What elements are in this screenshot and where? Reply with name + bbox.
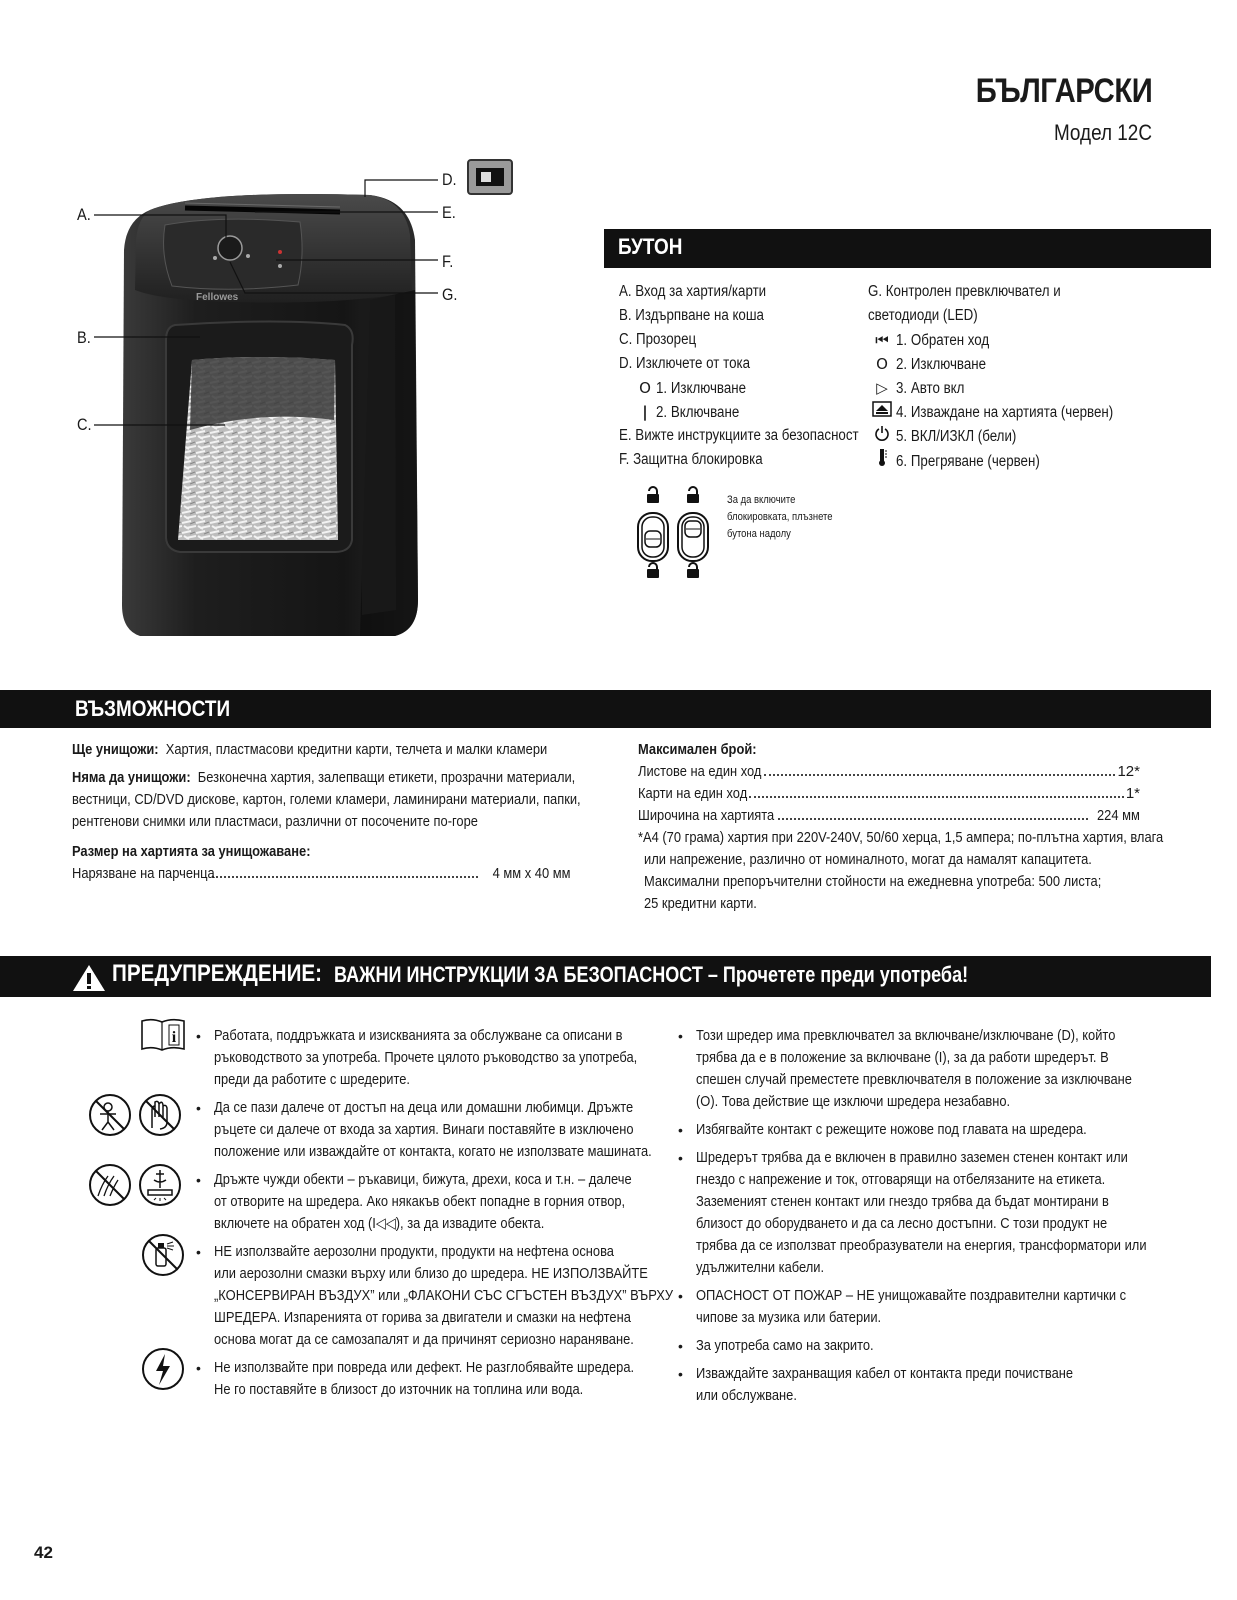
item-c: C. Прозорец [619,331,697,348]
lock-note-line-3: бутона надолу [727,528,791,540]
warning-triangle-icon [72,964,106,992]
safety-item-text: За употреба само на закрито. [696,1337,874,1354]
paper-jam-icon [868,400,896,424]
item-g3: 3. Авто вкл [896,380,965,397]
callout-f: F. [442,252,454,271]
safety-item-text: ръцете си далече от входа за хартия. Винаги поставяйте в изключено [214,1121,634,1138]
lock-note-line-1: За да включите [727,494,796,506]
item-f: F. Защитна блокировка [619,451,763,468]
safety-item-text: Не използвайте при повреда или дефект. Не разглобявайте шредера. [214,1359,635,1376]
no-foreign-objects-icon [88,1162,184,1208]
thermometer-icon [868,448,896,473]
cut-value: 4 мм x 40 мм [492,865,570,882]
safety-item-text: или аерозолни смазки върху или близо до шредера. НЕ ИЗПОЛЗВАЙТЕ [214,1265,648,1282]
note-line-1: *A4 (70 грама) хартия при 220V-240V, 50/60 херца, 1,5 ампера; по-плътна хартия, влага [638,829,1164,846]
safety-item-text: Този шредер има превключвател за включване/изключване (D), който [696,1027,1116,1044]
power-icon [868,424,896,448]
safety-item-text: Заземеният стенен контакт или гнездо трябва да бъдат монтирани в [696,1193,1109,1210]
safety-item-text: удължителни кабели. [696,1259,825,1276]
sheets-label: Листове на един ход [638,763,762,780]
brand-logo: Fellowes [196,292,239,303]
safety-item-text: гнездо с напрежение и ток, отговарящи на отбелязаните на етикета. [696,1171,1106,1188]
safety-item-text: Да се пази далече от достъп на деца или домашни любимци. Дръжте [214,1099,634,1116]
off-circle-icon: O [639,379,651,397]
language-title: БЪЛГАРСКИ [975,72,1152,110]
svg-text:i: i [171,1029,177,1046]
item-e: E. Вижте инструкциите за безопасност [619,427,859,444]
safety-item-text: (O). Това действие ще изключи шредера незабавно. [696,1093,1011,1110]
lock-note-line-2: блокировката, плъзнете [727,511,833,523]
features-header [0,690,1211,728]
page-number: 42 [34,1543,53,1562]
safety-item-text: Работата, поддръжката и изискванията за обслужване са описани в [214,1027,623,1044]
callout-g: G. [442,285,458,304]
safety-item-text: близост до оборудването и да са лесно достъпни. С този продукт не [696,1215,1108,1232]
features-title: ВЪЗМОЖНОСТИ [75,696,231,721]
bullet: • [196,1172,201,1188]
will-shred-label: Ще унищожи: [72,741,159,758]
bullet: • [678,1288,683,1304]
safety-item-text: чипове за музика или батерии. [696,1309,882,1326]
shredder-illustration [0,150,560,650]
bullet: • [678,1150,683,1166]
wont-shred-text-3: рентгенови снимки или пластмаси, различни от посочените по-горе [72,813,478,830]
no-children-no-hands-icon [88,1092,184,1138]
button-list-left [619,280,869,472]
on-bar-icon: | [642,403,648,421]
safety-item-text: НЕ използвайте аерозолни продукти, продукти на нефтена основа [214,1243,614,1260]
auto-icon: ▷ [876,379,888,397]
bullet: • [196,1100,201,1116]
bullet: • [196,1028,201,1044]
cut-label: Нарязване на парченца [72,865,215,882]
features-left [72,739,612,885]
bullet: • [678,1028,683,1044]
cards-label: Карти на един ход [638,785,748,802]
safety-item-text: преди да работите с шредерите. [214,1071,410,1088]
wont-shred-text-2: вестници, CD/DVD дискове, картон, големи кламери, ламинирани материали, папки, [72,791,581,808]
item-g1: 1. Обратен ход [896,332,990,349]
safety-item-text: трябва да е в положение за включване (I), за да работи шредерът. В [696,1049,1109,1066]
note-line-3: Максимални препоръчителни стойности на ежедневна употреба: 500 листа; [644,873,1102,890]
safety-item-text: „КОНСЕРВИРАН ВЪЗДУХ” или „ФЛАКОНИ СЪС СГЪСТЕН ВЪЗДУХ” ВЪРХУ [214,1287,674,1304]
item-g-cont: светодиоди (LED) [868,307,978,324]
safety-right-list [678,1025,1198,1407]
features-right [638,739,1183,915]
safety-item-text: или обслужване. [696,1387,797,1404]
item-g5: 5. ВКЛ/ИЗКЛ (бели) [896,428,1017,445]
item-d1: 1. Изключване [656,380,747,397]
safety-item-text: спешен случай преместете превключвателя в положение за изключване [696,1071,1132,1088]
callout-c: C. [77,415,92,434]
safety-item-text: Шредерът трябва да е включен в правилно заземен стенен контакт или [696,1149,1128,1166]
safety-left-list [196,1025,674,1401]
shredder-drawing [0,150,560,650]
warning-label: ПРЕДУПРЕЖДЕНИЕ: [112,960,323,987]
manual-info-icon [140,1018,186,1052]
safety-item-text: Дръжте чужди обекти – ръкавици, бижута, дрехи, коса и т.н. – далече [214,1171,632,1188]
safety-item-text: Не го поставяйте в близост до източник на топлина или вода. [214,1381,584,1398]
safety-item-text: ръководството за употреба. Прочете цялото ръководство за употреба, [214,1049,638,1066]
safety-item-text: ШРЕДЕРА. Изпаренията от горива за двигатели и смазки на нефтена [214,1309,631,1326]
callout-a: A. [77,205,91,224]
reverse-icon: ⏮ [875,331,889,349]
sheets-value: 12* [1117,763,1140,780]
wont-shred-label: Няма да унищожи: [72,769,191,786]
warning-header [0,956,1211,997]
callout-d: D. [442,170,457,189]
width-value: 224 мм [1097,807,1140,824]
bullet: • [196,1360,201,1376]
item-b: B. Издърпване на коша [619,307,764,324]
item-d: D. Изключете от тока [619,355,751,372]
safety-item-text: основа могат да се самозапалят и да причинят сериозно нараняване. [214,1331,634,1348]
size-label: Размер на хартията за унищожаване: [72,843,311,860]
item-g4: 4. Изваждане на хартията (червен) [896,404,1114,421]
item-a: A. Вход за хартия/карти [619,283,767,300]
safety-item-text: трябва да се използват преобразуватели на енергия, трансформатори или [696,1237,1147,1254]
safety-item-text: положение или изваждайте от контакта, когато не използвате машината. [214,1143,652,1160]
note-line-4: 25 кредитни карти. [644,895,757,912]
safety-item-text: от отворите на шредера. Ако някакъв обект попадне в горния отвор, [214,1193,626,1210]
callout-b: B. [77,328,91,347]
button-list-right [868,280,1208,472]
bullet: • [196,1244,201,1260]
bullet: • [678,1122,683,1138]
max-label: Максимален брой: [638,741,757,758]
callout-e: E. [442,203,456,222]
warning-text: ВАЖНИ ИНСТРУКЦИИ ЗА БЕЗОПАСНОСТ – Прочетете преди употреба! [334,962,969,987]
safety-lock-illustration [632,485,722,585]
safety-item-text: включете на обратен ход (I◁◁), за да извадите обекта. [214,1215,545,1232]
electric-hazard-icon [140,1346,186,1392]
width-label: Широчина на хартията [638,807,775,824]
off-icon: O [876,355,888,373]
note-line-2: или напрежение, различно от номиналното, могат да намалят капацитета. [644,851,1092,868]
safety-item-text: ОПАСНОСТ ОТ ПОЖАР – НЕ унищожавайте поздравителни картички с [696,1287,1127,1304]
safety-item-text: Изваждайте захранващия кабел от контакта преди почистване [696,1365,1074,1382]
no-aerosol-icon [140,1232,186,1278]
safety-item-text: Избягвайте контакт с режещите ножове под главата на шредера. [696,1121,1087,1138]
item-g2: 2. Изключване [896,356,987,373]
will-shred-text: Хартия, пластмасови кредитни карти, телчета и малки кламери [165,741,548,758]
model-name: Модел 12C [1053,120,1152,145]
item-g6: 6. Прегряване (червен) [896,453,1040,470]
bullet: • [678,1366,683,1382]
item-g: G. Контролен превключвател и [868,283,1061,300]
cards-value: 1* [1125,785,1140,802]
lock-instruction [727,492,850,543]
button-section-header [604,229,1211,268]
wont-shred-text-1: Безконечна хартия, залепващи етикети, прозрачни материали, [197,769,576,786]
bullet: • [678,1338,683,1354]
button-section-title: БУТОН [618,234,683,259]
item-d2: 2. Включване [656,404,740,421]
